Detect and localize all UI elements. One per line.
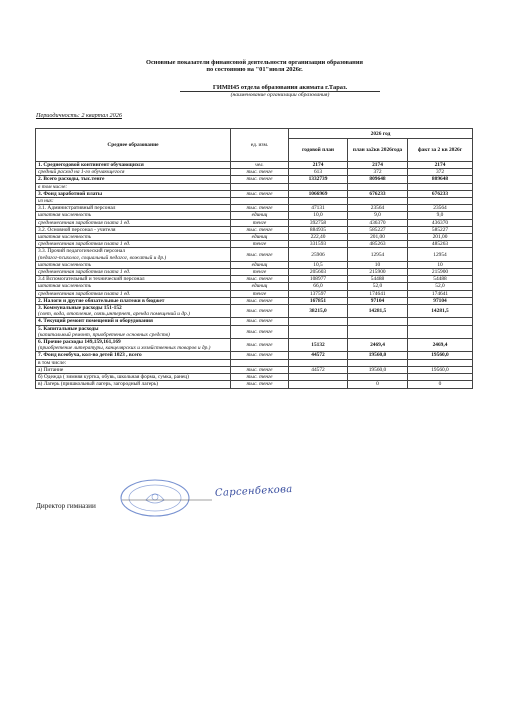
row-quarter-fact: 2174 (408, 162, 473, 169)
row-label (36, 374, 231, 381)
row-annual-plan: 884935 (289, 226, 348, 233)
row-annual-plan (289, 198, 348, 205)
row-note: (свет, вода, отопление, связь,интернет, аренда помещений и др.) (38, 311, 190, 318)
row-annual-plan: 392758 (289, 219, 348, 226)
row-unit: тыс. тенге (231, 226, 289, 233)
row-quarter-fact: 174641 (408, 290, 473, 297)
row-unit: тыс. тенге (231, 318, 289, 325)
row-label-text: 3.2. Основной персонал - учителя (38, 226, 116, 233)
table-row (36, 325, 473, 338)
table-row (36, 352, 473, 359)
row-quarter-plan: 2174 (348, 162, 408, 169)
row-quarter-plan: 54488 (348, 276, 408, 283)
row-quarter-fact: 19560,0 (408, 352, 473, 359)
table-row (36, 366, 473, 373)
row-quarter-plan: 585227 (348, 226, 408, 233)
row-label (36, 269, 231, 276)
table-row (36, 248, 473, 261)
row-quarter-fact (408, 325, 473, 338)
row-quarter-fact: 485263 (408, 241, 473, 248)
row-unit: тыс. тенге (231, 190, 289, 197)
header-quarter-fact: факт за 2 кв 2026г (408, 139, 473, 162)
row-quarter-fact: 585227 (408, 226, 473, 233)
table-row (36, 190, 473, 197)
row-label-text: 3. Коммунальные расходы 151-152 (38, 305, 122, 312)
row-unit: тыс. тенге (231, 297, 289, 304)
row-label (36, 212, 231, 219)
row-annual-plan (289, 325, 348, 338)
organization-caption: (наименование организации образования) (230, 92, 330, 98)
table-row (36, 381, 473, 388)
row-annual-plan: 2174 (289, 162, 348, 169)
row-label-text: 3. Фонд заработной платы (38, 190, 103, 197)
row-quarter-plan: 14281,5 (348, 305, 408, 318)
row-label-text: 3.4 Вспомогательный и технический персонал (38, 276, 145, 283)
row-quarter-plan: 19560,0 (348, 366, 408, 373)
row-quarter-plan: 201,00 (348, 234, 408, 241)
row-label (36, 325, 231, 338)
row-unit: тыс. тенге (231, 374, 289, 381)
table-body (36, 162, 473, 389)
row-annual-plan: 137597 (289, 290, 348, 297)
row-label (36, 297, 231, 304)
table-row (36, 276, 473, 283)
row-label (36, 176, 231, 183)
row-quarter-fact: 10 (408, 261, 473, 268)
header-year: 2026 год (289, 129, 473, 139)
table-row (36, 305, 473, 318)
row-label-text: среднемесячная заработная плата 1 ед. (38, 290, 131, 297)
row-quarter-fact: 23564 (408, 205, 473, 212)
row-annual-plan (289, 318, 348, 325)
row-annual-plan: 613 (289, 169, 348, 176)
row-quarter-fact: 54488 (408, 276, 473, 283)
row-quarter-plan: 23564 (348, 205, 408, 212)
row-quarter-plan: 9,0 (348, 212, 408, 219)
row-label-text: 5. Капитальные расходы (38, 325, 99, 332)
row-annual-plan: 44572 (289, 352, 348, 359)
row-label (36, 234, 231, 241)
row-unit: тыс. тенге (231, 381, 289, 388)
table-row (36, 234, 473, 241)
row-annual-plan: 222,40 (289, 234, 348, 241)
table-row (36, 205, 473, 212)
row-quarter-plan: 436370 (348, 219, 408, 226)
row-label (36, 290, 231, 297)
table-row (36, 261, 473, 268)
header-unit: ед. изм. (231, 129, 289, 162)
row-unit: единиц (231, 234, 289, 241)
row-quarter-fact: 372 (408, 169, 473, 176)
row-label (36, 381, 231, 388)
row-annual-plan: 1066969 (289, 190, 348, 197)
table-row (36, 359, 473, 366)
signature-line (122, 492, 212, 502)
row-quarter-plan (348, 325, 408, 338)
row-label-text: в том числе: (38, 183, 68, 190)
table-row (36, 183, 473, 190)
row-annual-plan: 38215,0 (289, 305, 348, 318)
row-label-text: 6. Прочие расходы 149,159,161,169 (38, 339, 121, 346)
row-unit: тыс. тенге (231, 176, 289, 183)
header-quarter-plan: план за2кв 2026года (348, 139, 408, 162)
row-quarter-fact: 215900 (408, 269, 473, 276)
row-annual-plan: 108977 (289, 276, 348, 283)
row-annual-plan: 25906 (289, 248, 348, 261)
table-row (36, 176, 473, 183)
row-label-text: в) Лагерь (пришкольный лагерь, загородный лагерь) (38, 381, 159, 388)
organization-name: ГИМН45 отдела образования акимата г.Тараз. (180, 84, 380, 92)
row-unit: тыс. тенге (231, 276, 289, 283)
director-signature: Сарсенбекова (214, 483, 293, 500)
table-row (36, 283, 473, 290)
row-label-text: а) Питание (38, 366, 64, 373)
row-quarter-fact: 0 (408, 381, 473, 388)
director-label: Директор гимназии (36, 502, 96, 510)
row-label-text: средний расход на 1-го обучающегося (38, 169, 125, 176)
row-label (36, 248, 231, 261)
row-label (36, 352, 231, 359)
row-unit: тыс. тенге (231, 325, 289, 338)
row-quarter-plan (348, 374, 408, 381)
row-label-text: 2. Всего расходы, тыс.тенге (38, 176, 105, 183)
row-quarter-plan: 19560,0 (348, 352, 408, 359)
row-quarter-plan: 215900 (348, 269, 408, 276)
report-title: Основные показатели финансовой деятельности организации образования (146, 59, 363, 66)
row-label-text: среднемесячная заработная плата 1 ед. (38, 269, 131, 276)
row-annual-plan: 66,0 (289, 283, 348, 290)
row-label-text: 2. Налоги и другие обязательные платежи в бюджет (38, 297, 165, 304)
row-label-text: штатная численность (38, 283, 92, 290)
row-unit: тыс. тенге (231, 366, 289, 373)
row-quarter-fact: 201,00 (408, 234, 473, 241)
row-quarter-fact: 12954 (408, 248, 473, 261)
row-quarter-fact (408, 183, 473, 190)
row-quarter-fact: 14281,5 (408, 305, 473, 318)
row-annual-plan (289, 374, 348, 381)
row-label (36, 162, 231, 169)
row-label-text: штатная численность (38, 212, 92, 219)
row-note: (приобретение литературы, канцелярских и хозяйственных товаров и др.) (38, 345, 211, 352)
header-annual-plan: годовой план (289, 139, 348, 162)
table-row (36, 290, 473, 297)
row-unit: тенге (231, 241, 289, 248)
row-quarter-fact: 19560,0 (408, 366, 473, 373)
row-quarter-plan: 372 (348, 169, 408, 176)
row-quarter-fact: 9,0 (408, 212, 473, 219)
header-education: Среднее образование (36, 129, 231, 162)
row-quarter-plan: 485263 (348, 241, 408, 248)
row-label-text: 4. Текущий ремонт помещений и оборудования (38, 318, 153, 325)
row-unit: тенге (231, 219, 289, 226)
table-row (36, 297, 473, 304)
table-row (36, 162, 473, 169)
row-label (36, 226, 231, 233)
report-date: по состоянию на "01"июля 2026г. (206, 66, 303, 73)
row-annual-plan (289, 183, 348, 190)
row-label-text: 3.3. Прочий педагогический персонал (38, 248, 126, 255)
row-annual-plan: 10,0 (289, 212, 348, 219)
row-quarter-plan: 809648 (348, 176, 408, 183)
row-annual-plan: 10,5 (289, 261, 348, 268)
row-label (36, 283, 231, 290)
row-quarter-fact (408, 359, 473, 366)
row-unit: тенге (231, 269, 289, 276)
row-quarter-fact: 97104 (408, 297, 473, 304)
row-label (36, 359, 231, 366)
row-label-text: среднемесячная заработная плата 1 ед. (38, 241, 131, 248)
row-label-text: 3.1. Административный персонал (38, 205, 116, 212)
row-quarter-plan: 97104 (348, 297, 408, 304)
row-unit: тыс. тенге (231, 352, 289, 359)
row-label (36, 198, 231, 205)
table-row (36, 269, 473, 276)
row-annual-plan: 44572 (289, 366, 348, 373)
row-quarter-plan: 174641 (348, 290, 408, 297)
row-quarter-plan: 12954 (348, 248, 408, 261)
row-label-text: 7. Фонд всеобуча, кол-во детей 1023 , всего (38, 352, 142, 359)
row-label-text: в том числе: (38, 359, 67, 366)
row-label (36, 205, 231, 212)
row-quarter-fact: 52,0 (408, 283, 473, 290)
row-unit: единиц (231, 212, 289, 219)
table-row (36, 226, 473, 233)
row-quarter-plan (348, 183, 408, 190)
row-label (36, 183, 231, 190)
row-note: (педагог-психолог, социальный педагог, вожатый и др.) (38, 254, 167, 261)
row-quarter-fact: 676233 (408, 190, 473, 197)
row-annual-plan: 15132 (289, 339, 348, 352)
row-unit: тенге (231, 290, 289, 297)
row-label (36, 318, 231, 325)
row-unit (231, 183, 289, 190)
row-label-text: 1. Среднегодовой контингент обучающихся (38, 162, 144, 168)
row-note: (капитальный ремонт, приобретение основных средств) (38, 331, 170, 338)
row-annual-plan: 167851 (289, 297, 348, 304)
table-row (36, 374, 473, 381)
table-row (36, 219, 473, 226)
row-unit: единиц (231, 261, 289, 268)
row-label-text: штатная численность (38, 234, 92, 241)
row-label (36, 276, 231, 283)
table-row (36, 169, 473, 176)
row-annual-plan (289, 381, 348, 388)
row-unit (231, 359, 289, 366)
row-quarter-fact (408, 318, 473, 325)
row-label-text: из них: (38, 198, 54, 205)
row-annual-plan: 331593 (289, 241, 348, 248)
row-quarter-fact (408, 374, 473, 381)
row-label-text: среднемесячная заработная плата 1 ед. (38, 219, 131, 226)
row-quarter-plan: 52,0 (348, 283, 408, 290)
row-annual-plan: 205603 (289, 269, 348, 276)
row-quarter-fact (408, 198, 473, 205)
row-annual-plan: 47131 (289, 205, 348, 212)
row-unit (231, 198, 289, 205)
row-annual-plan (289, 359, 348, 366)
table-row (36, 318, 473, 325)
row-label (36, 241, 231, 248)
row-label (36, 190, 231, 197)
row-quarter-plan: 2469,4 (348, 339, 408, 352)
row-quarter-plan (348, 359, 408, 366)
table-row (36, 339, 473, 352)
row-label-text: б) Одежда ( зимняя куртка, обувь, школьная форма, сумка, ранец) (38, 374, 189, 381)
row-label (36, 261, 231, 268)
row-quarter-fact: 809648 (408, 176, 473, 183)
row-unit: тыс. тенге (231, 305, 289, 318)
row-label (36, 366, 231, 373)
periodicity: Периодичность: 2 квартал 2026 (36, 112, 122, 119)
row-quarter-plan: 676233 (348, 190, 408, 197)
row-quarter-plan (348, 198, 408, 205)
row-quarter-plan: 10 (348, 261, 408, 268)
row-unit: тыс. тенге (231, 339, 289, 352)
row-quarter-fact: 2469,4 (408, 339, 473, 352)
row-quarter-fact: 436370 (408, 219, 473, 226)
row-quarter-plan (348, 318, 408, 325)
row-unit: чел. (231, 162, 289, 169)
row-label (36, 219, 231, 226)
row-unit: тыс. тенге (231, 205, 289, 212)
table-row (36, 241, 473, 248)
table-row (36, 212, 473, 219)
row-label (36, 305, 231, 318)
row-label-text: штатная численность (38, 261, 92, 268)
row-unit: тыс. тенге (231, 169, 289, 176)
row-unit: единиц (231, 283, 289, 290)
row-unit: тыс. тенге (231, 248, 289, 261)
row-quarter-plan: 0 (348, 381, 408, 388)
table-row (36, 198, 473, 205)
row-label (36, 339, 231, 352)
row-label (36, 169, 231, 176)
row-annual-plan: 1332739 (289, 176, 348, 183)
financial-table (35, 128, 473, 389)
